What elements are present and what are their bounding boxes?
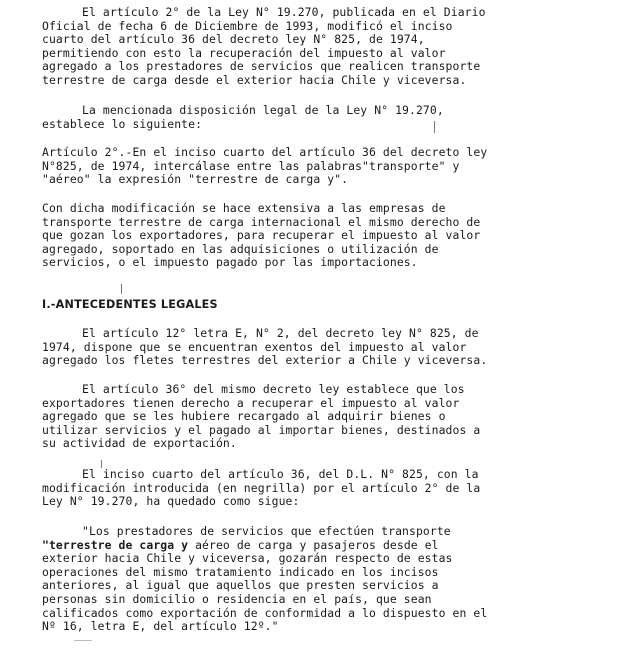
text-line [42,539,602,553]
quoted-inciso [42,525,602,634]
paragraph-articulo-12 [42,327,602,368]
text-line: calificados como exportación de conformidad a lo dispuesto en el [42,606,488,620]
scan-speck [74,640,92,641]
text-line: exportadores tienen derecho a recuperar el impuesto al valor [42,396,460,410]
text-line: establece lo siguiente: [42,117,203,131]
text-line: servicios, o el impuesto pagado por las importaciones. [42,256,418,270]
text-line: El artículo 36° del mismo decreto ley establece que los [82,383,465,396]
text-line: que gozan los exportadores, para recuperar el impuesto al valor [42,229,481,243]
text-segment: aéreo de carga y pasajeros desde el [188,538,439,552]
text-line: Oficial de fecha 6 de Diciembre de 1993, modificó el inciso [42,19,453,33]
paragraph-inciso-cuarto [42,468,602,509]
text-line: El artículo 12° letra E, N° 2, del decreto ley N° 825, de [82,327,479,340]
text-line: La mencionada disposición legal de la Ley N° 19.270, [82,104,444,117]
paragraph-articulo-36 [42,383,602,451]
text-line: El inciso cuarto del artículo 36, del D.L. N° 825, con la [82,468,479,481]
text-line: Artículo 2°.-En el inciso cuarto del artículo 36 del decreto ley [42,146,488,159]
text-line: operaciones del mismo tratamiento indicado en los incisos [42,565,439,579]
paragraph-articulo-2 [42,146,602,187]
text-line: agregado, soportado en las adquisiciones o utilización de [42,242,439,256]
text-line: anteriores, al igual que aquellos que presten servicios a [42,579,439,593]
text-line: agregado que se les hubiere recargado al adquirir bienes o [42,410,446,424]
text-line: terrestre de carga desde el exterior hacia Chile y viceversa. [42,73,467,87]
paragraph-ley-19270 [42,6,602,88]
section-heading: I.-ANTECEDENTES LEGALES [42,298,218,311]
text-line: exterior hacia Chile y viceversa, gozarán respecto de estas [42,552,453,566]
text-line: permitiendo con esto la recuperación del impuesto al valor [42,46,446,60]
text-line: El artículo 2° de la Ley N° 19.270, publicada en el Diario [82,6,486,19]
text-line: Con dicha modificación se hace extensiva a las empresas de [42,202,446,215]
text-line: agregado los fletes terrestres del exterior a Chile y viceversa. [42,354,488,368]
scan-speck [101,460,102,468]
paragraph-modificacion [42,202,602,270]
text-line: Ley N° 19.270, ha quedado como sigue: [42,495,300,509]
text-line: transporte terrestre de carga internacional el mismo derecho de [42,215,481,229]
text-line: N°825, de 1974, intercálase entre las palabras"transporte" y [42,159,460,173]
scan-speck [121,284,122,294]
text-line: personas sin domicilio o residencia en el país, que sean [42,592,432,606]
text-line: Nº 16, letra E, del artículo 12º." [42,620,279,634]
text-line: modificación introducida (en negrilla) por el artículo 2° de la [42,481,481,495]
text-line: utilizar servicios y el pagado al importar bienes, destinados a [42,423,481,437]
bold-insertion: "terrestre de carga y [42,538,189,552]
text-line: "aéreo" la expresión "terrestre de carga y". [42,173,349,187]
text-line: cuarto del artículo 36 del decreto ley N° 825, de 1974, [42,33,425,47]
text-line: "Los prestadores de servicios que efectúen transporte [82,525,451,538]
text-line: su actividad de exportación. [42,437,237,451]
scan-speck [434,121,435,133]
text-line: agregado a los prestadores de servicios que realicen transporte [42,60,481,74]
paragraph-disposicion [42,104,602,131]
text-line: 1974, dispone que se encuentran exentos del impuesto al valor [42,340,467,354]
